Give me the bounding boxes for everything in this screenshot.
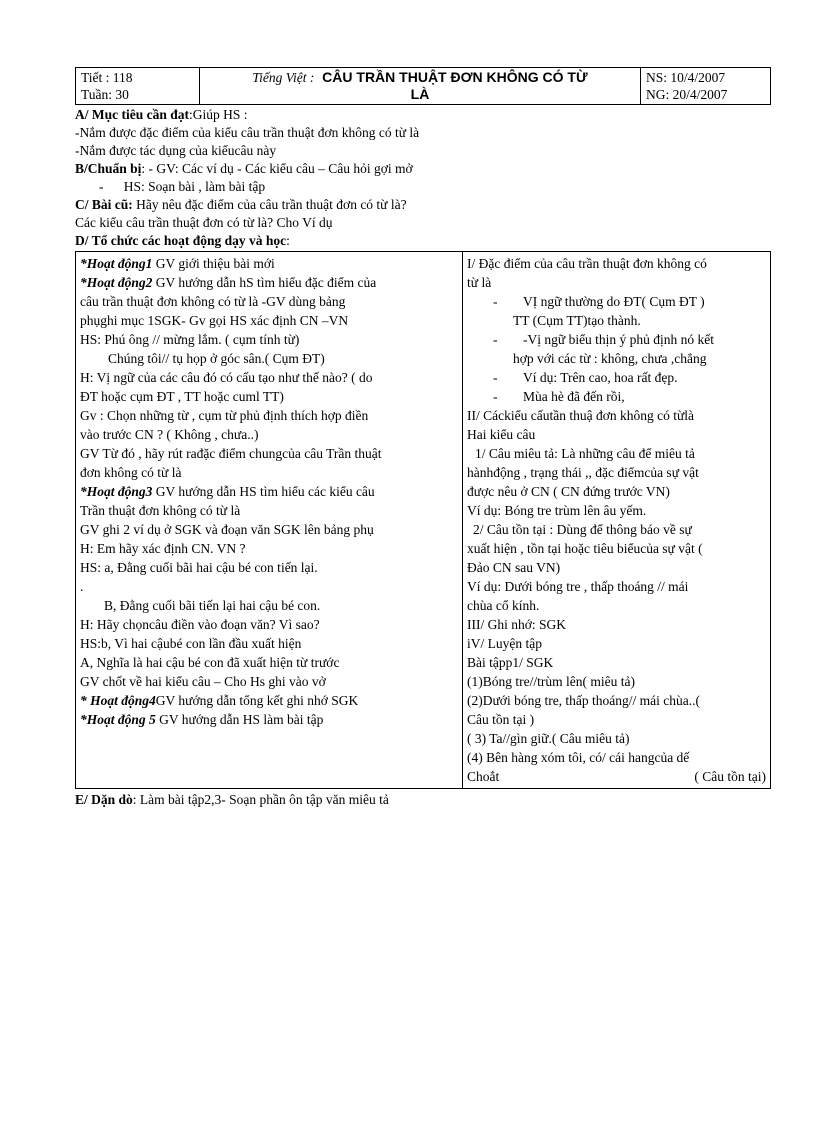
bullet-dash: - — [493, 332, 498, 347]
right-line-1: I/ Đặc điểm của câu trần thuật đơn không có — [467, 256, 707, 271]
activities-table — [75, 251, 771, 789]
section-b-item: - HS: Soạn bài , làm bài tập — [99, 179, 266, 194]
subject-label: Tiếng Việt : — [252, 70, 315, 85]
section-a-label: A/ Mục tiêu cần đạt — [75, 107, 189, 122]
hd2-text: GV hướng dẫn hS tìm hiểu đặc điểm của — [152, 275, 377, 290]
left-line-18: . — [80, 579, 84, 594]
ns-date: NS: 10/4/2007 — [646, 70, 726, 85]
left-line-21: HS:b, Vì hai cậubé con lần đầu xuất hiện — [80, 636, 302, 651]
right-line-16: xuất hiện , tồn tại hoặc tiêu biểucủa sự vật ( — [467, 541, 703, 556]
right-line-12: hànhđộng , trạng thái ,, đặc điểmcủa sự vật — [467, 465, 699, 480]
left-line-8: ĐT hoặc cụm ĐT , TT hoặc cuml TT) — [80, 389, 284, 404]
header-table — [75, 67, 771, 105]
right-line-28b: ( Câu tồn tại) — [694, 769, 766, 784]
header-right-cell — [641, 68, 771, 105]
intro-section — [75, 106, 770, 250]
bullet-dash: - — [493, 389, 498, 404]
hd2-label: *Hoạt động2 — [80, 275, 153, 290]
right-line-27: (4) Bên hàng xóm tôi, có/ cái hangcủa dế — [467, 750, 690, 765]
bullet-dash: - — [493, 370, 498, 385]
hd1-label: *Hoạt động1 — [80, 256, 153, 271]
section-a-item1: -Nắm được đặc điểm của kiểu câu trần thuật đơn không có từ là — [75, 125, 420, 140]
right-line-19: chùa cổ kính. — [467, 598, 540, 613]
right-line-28a: Choắt — [467, 769, 500, 784]
left-line-20: H: Hãy chọncâu điền vào đoạn văn? Vì sao? — [80, 617, 320, 632]
header-title-cell — [200, 68, 641, 105]
right-line-11: 1/ Câu miêu tả: Là những câu để miêu tả — [475, 446, 695, 461]
title-line2: LÀ — [410, 86, 430, 102]
right-line-9: II/ Cáckiểu cấutần thuậ đơn không có từlà — [467, 408, 695, 423]
hd1-text: GV giới thiệu bài mới — [152, 256, 275, 271]
section-d-label: D/ Tổ chức các hoạt động dạy và học — [75, 233, 287, 248]
section-a-text: :Giúp HS : — [189, 107, 248, 122]
right-line-4: TT (Cụm TT)tạo thành. — [513, 313, 641, 328]
left-line-15: GV ghi 2 ví dụ ở SGK và đoạn văn SGK lên bảng phụ — [80, 522, 374, 537]
right-line-21: iV/ Luyện tập — [467, 636, 542, 651]
right-line-22: Bài tậpp1/ SGK — [467, 655, 554, 670]
right-line-13: được nêu ở CN ( CN đứng trước VN) — [467, 484, 670, 499]
right-line-3: VỊ ngữ thường do ĐT( Cụm ĐT ) — [523, 294, 705, 309]
right-line-26: ( 3) Ta//gìn giữ.( Câu miêu tả) — [467, 731, 630, 746]
left-line-7: H: Vị ngữ của các câu đó có cấu tạo như thế nào? ( do — [80, 370, 373, 385]
section-a-item2: -Nắm được tác dụng của kiểucâu này — [75, 143, 277, 158]
lesson-content-cell — [463, 252, 771, 789]
right-line-8: Mùa hè đã đến rồi, — [523, 389, 625, 404]
left-line-11: GV Từ đó , hãy rút rađặc điểm chungcủa câu Trần thuật — [80, 446, 382, 461]
section-e-label: E/ Dặn dò — [75, 792, 133, 807]
left-line-14: Trần thuật đơn không có từ là — [80, 503, 241, 518]
hd3-label: *Hoạt động3 — [80, 484, 153, 499]
left-line-19: B, Đằng cuối bãi tiến lại hai cậu bé con. — [104, 598, 321, 613]
left-line-9: Gv : Chọn những từ , cụm từ phủ định thích hợp điền — [80, 408, 369, 423]
section-c-label: C/ Bài cũ: — [75, 197, 133, 212]
hd4-label: * Hoạt động4 — [80, 693, 156, 708]
left-line-12: đơn không có từ là — [80, 465, 182, 480]
right-line-7: Ví dụ: Trên cao, hoa rất đẹp. — [523, 370, 678, 385]
right-line-18: Ví dụ: Dưới bóng tre , thấp thoáng // mái — [467, 579, 689, 594]
section-d-text: : — [286, 233, 290, 248]
left-line-3: câu trần thuật đơn không có từ là -GV dùng bảng — [80, 294, 346, 309]
lesson-page — [75, 67, 770, 809]
right-line-5: -Vị ngữ biểu thịn ý phủ định nó kết — [523, 332, 715, 347]
left-line-22: A, Nghĩa là hai cậu bé con đã xuất hiện từ trước — [80, 655, 340, 670]
right-line-25: Câu tồn tại ) — [467, 712, 535, 727]
section-c-item: Các kiểu câu trần thuật đơn có từ là? Cho Ví dụ — [75, 215, 333, 230]
right-line-14: Ví dụ: Bóng tre trùm lên âu yếm. — [467, 503, 647, 518]
left-line-4: phụghi mục 1SGK- Gv gọi HS xác định CN –VN — [80, 313, 349, 328]
right-line-20: III/ Ghi nhớ: SGK — [467, 617, 567, 632]
tiet-label: Tiết : 118 — [81, 70, 133, 85]
right-line-17: Đảo CN sau VN) — [467, 560, 561, 575]
teacher-activities-cell — [76, 252, 463, 789]
right-line-6: hợp với các từ : không, chưa ,chẳng — [513, 351, 707, 366]
left-line-5: HS: Phú ông // mừng lắm. ( cụm tính từ) — [80, 332, 300, 347]
title-line1: CÂU TRẦN THUẬT ĐƠN KHÔNG CÓ TỪ — [322, 69, 588, 85]
ng-date: NG: 20/4/2007 — [646, 87, 728, 102]
right-line-24: (2)Dưới bóng tre, thấp thoáng// mái chùa..( — [467, 693, 701, 708]
bullet-dash: - — [493, 294, 498, 309]
right-line-10: Hai kiểu câu — [467, 427, 536, 442]
hd4-text: GV hướng dẫn tổng kết ghi nhớ SGK — [155, 693, 359, 708]
section-b-label: B/Chuẩn bị — [75, 161, 142, 176]
section-c-text: Hãy nêu đặc điểm của câu trần thuật đơn có từ là? — [132, 197, 407, 212]
left-line-6: Chúng tôi// tụ họp ở góc sân.( Cụm ĐT) — [108, 351, 325, 366]
right-line-15: 2/ Câu tồn tại : Dùng để thông báo về sự — [473, 522, 692, 537]
section-e-text: : Làm bài tập2,3- Soạn phần ôn tập văn miêu tả — [132, 792, 389, 807]
hd5-label: *Hoạt động 5 — [80, 712, 156, 727]
left-line-17: HS: a, Đằng cuối bãi hai cậu bé con tiến lại. — [80, 560, 318, 575]
right-line-2: từ là — [467, 275, 492, 290]
left-line-23: GV chốt về hai kiểu câu – Cho Hs ghi vào vở — [80, 674, 326, 689]
section-b-text: : - GV: Các ví dụ - Các kiểu câu – Câu hỏi gợi mở — [141, 161, 413, 176]
tuan-label: Tuần: 30 — [81, 87, 129, 102]
left-line-16: H: Em hãy xác định CN. VN ? — [80, 541, 246, 556]
header-left-cell — [76, 68, 200, 105]
right-line-23: (1)Bóng tre//trùm lên( miêu tả) — [467, 674, 635, 689]
footer-section — [75, 791, 770, 809]
hd5-text: GV hướng dẫn HS làm bài tập — [155, 712, 324, 727]
left-line-10: vào trước CN ? ( Không , chưa..) — [80, 427, 259, 442]
hd3-text: GV hướng dẫn HS tìm hiểu các kiểu câu — [152, 484, 375, 499]
